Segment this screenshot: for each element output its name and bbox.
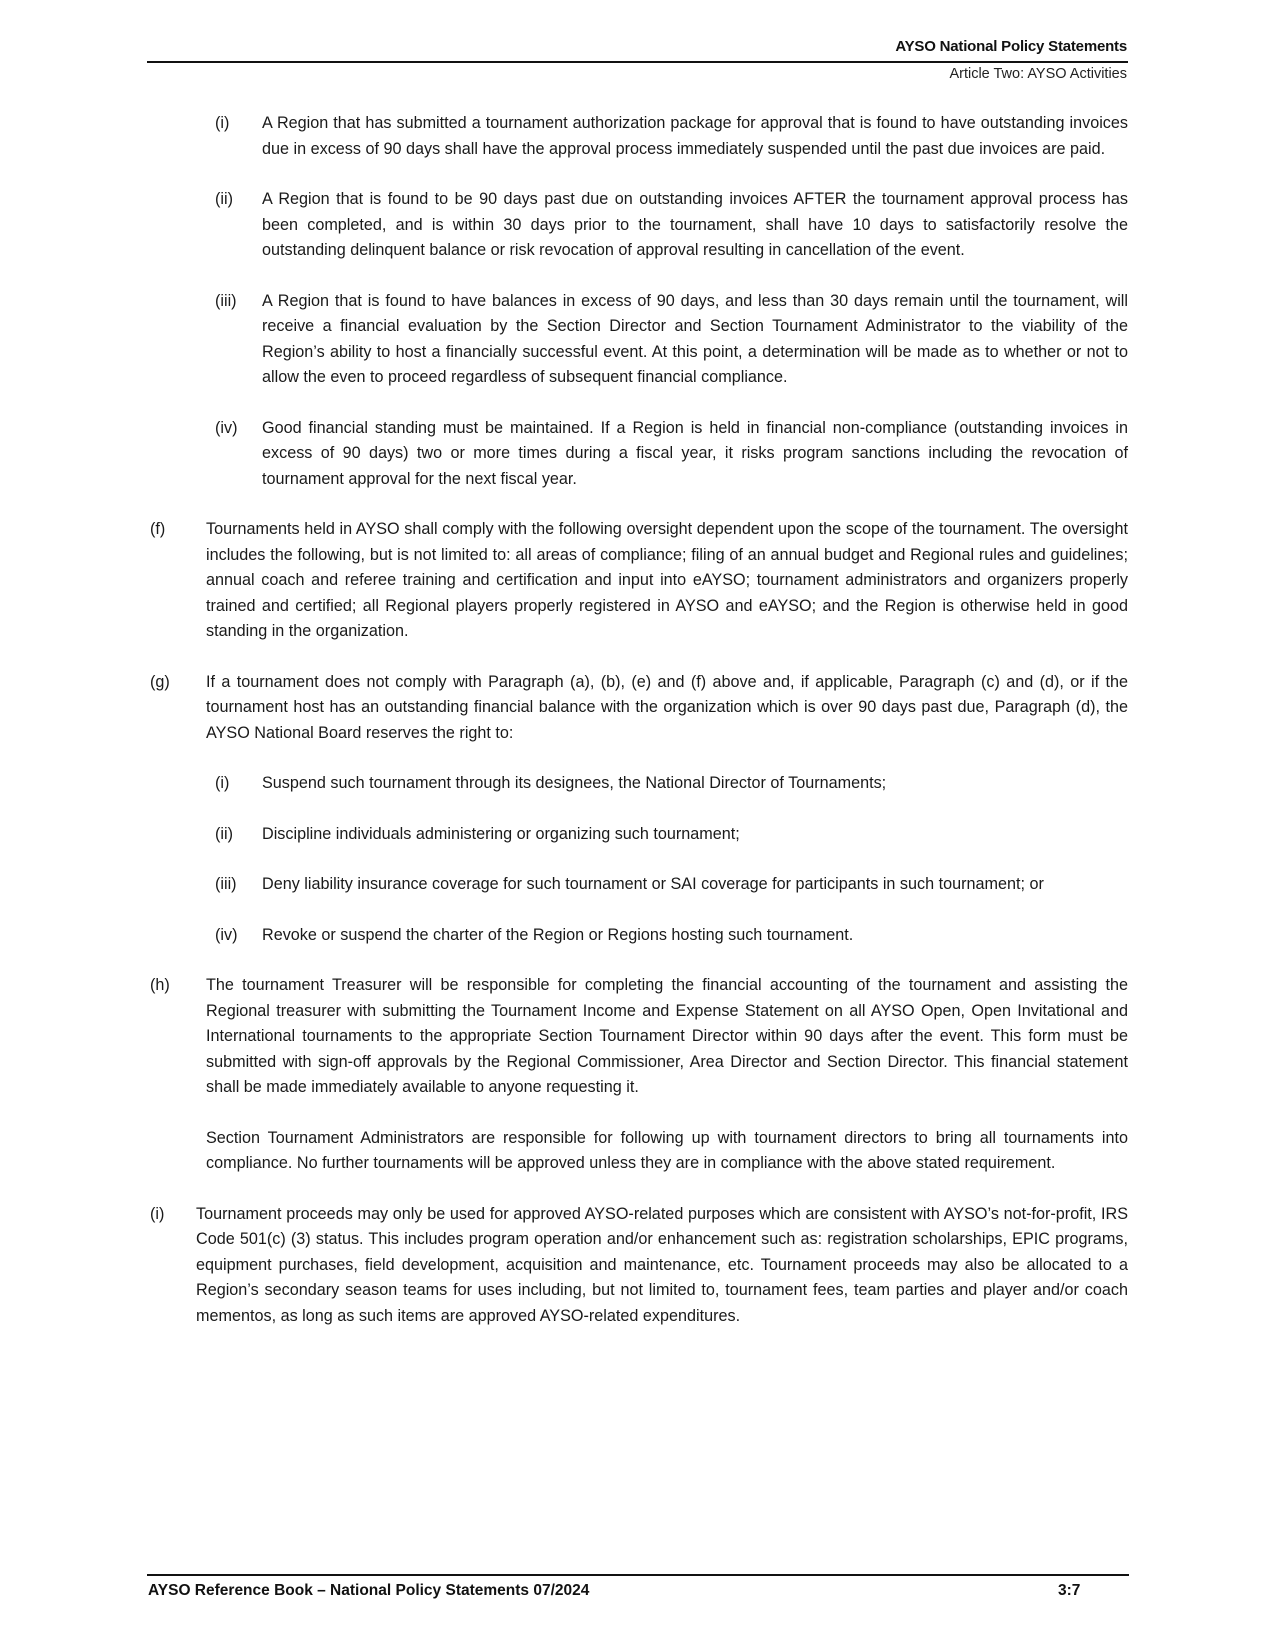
item-label: (iv) [215,418,238,437]
item-label: (iii) [215,875,237,893]
list-item-e-iv [0,416,1275,493]
footer-page-number: 3:7 [1058,1582,1081,1599]
item-label: (iii) [215,291,237,310]
paragraph-label: (h) [150,976,170,994]
header-rule [147,61,1128,63]
paragraph-i [0,1202,1275,1330]
paragraph-label: (f) [150,520,166,538]
document-body [0,111,1275,1329]
paragraph-text: Tournaments held in AYSO shall comply with the following oversight dependent upon the scope of the tournament. The oversight includes the following, but is not limited to: all areas of compliance; filing of an annual budget and Regional rules and guidelines; annual coach and referee training and certification and input into eAYSO; tournament administrators and organizers properly trained and certified; all Regional players properly registered in AYSO and eAYSO; and the Region is otherwise held in good standing in the organization. [206,520,1128,640]
paragraph-label: (i) [150,1204,165,1223]
item-text: Good financial standing must be maintained. If a Region is held in financial non-compliance (outstanding invoices in excess of 90 days) two or more times during a fiscal year, it risks program sanctions including the revocation of tournament approval for the next fiscal year. [262,418,1128,488]
paragraph-h [0,973,1275,1101]
item-label: (ii) [215,190,233,208]
list-item-e-ii [0,187,1275,264]
item-label: (ii) [215,824,233,843]
item-text: A Region that is found to be 90 days past due on outstanding invoices AFTER the tournament approval process has been completed, and is within 30 days prior to the tournament, shall have 10 days to satisfactorily resolve the outstanding delinquent balance or risk revocation of approval resulting in cancellation of the event. [262,190,1128,259]
paragraph-text: The tournament Treasurer will be responsible for completing the financial accounting of the tournament and assisting the Regional treasurer with submitting the Tournament Income and Expense Statement on all AYSO Open, Open Invitational and International tournaments to the appropriate Section Tournament Director within 90 days after the event. This form must be submitted with sign-off approvals by the Regional Commissioner, Area Director and Section Director. This financial statement shall be made immediately available to anyone requesting it. [206,976,1128,1096]
paragraph-f [0,517,1275,645]
paragraph-label: (g) [150,672,170,691]
paragraph-h-continued [0,1126,1275,1177]
list-item-e-i [0,111,1275,162]
item-label: (i) [215,114,230,132]
running-header-title: AYSO National Policy Statements [895,38,1127,55]
item-text: Suspend such tournament through its designees, the National Director of Tournaments; [262,774,887,792]
paragraph-text: Tournament proceeds may only be used for approved AYSO-related purposes which are consistent with AYSO’s not-for-profit, IRS Code 501(c) (3) status. This includes program operation and/or enhancement such as: registration scholarships, EPIC programs, equipment purchases, field development, acquisition and maintenance, etc. Tournament proceeds may also be allocated to a Region’s secondary season teams for uses including, but not limited to, tournament fees, team parties and player and/or coach mementos, as long as such items are approved AYSO-related expenditures. [196,1204,1128,1325]
item-text: A Region that is found to have balances in excess of 90 days, and less than 30 days remain until the tournament, will receive a financial evaluation by the Section Director and Section Tournament Administrator to the viability of the Region’s ability to host a financially successful event. At this point, a determination will be made as to whether or not to allow the even to proceed regardless of subsequent financial compliance. [262,291,1128,386]
item-text: Revoke or suspend the charter of the Region or Regions hosting such tournament. [262,925,854,944]
footer-document-title: AYSO Reference Book – National Policy Statements 07/2024 [148,1582,590,1599]
running-header-subtitle: Article Two: AYSO Activities [949,66,1127,82]
list-item-g-iv [0,923,1275,949]
item-label: (iv) [215,925,238,944]
paragraph-g [0,670,1275,747]
item-text: A Region that has submitted a tournament authorization package for approval that is found to have outstanding invoices due in excess of 90 days shall have the approval process immediately suspended until the past due invoices are paid. [262,114,1128,158]
paragraph-text: Section Tournament Administrators are responsible for following up with tournament directors to bring all tournaments into compliance. No further tournaments will be approved unless they are in compliance with the above stated requirement. [206,1128,1128,1172]
item-label: (i) [215,774,230,792]
item-text: Deny liability insurance coverage for such tournament or SAI coverage for participants in such tournament; or [262,875,1044,893]
list-item-g-i [0,771,1275,797]
list-item-g-ii [0,822,1275,848]
list-item-e-iii [0,289,1275,391]
footer-rule [147,1574,1129,1576]
paragraph-text: If a tournament does not comply with Paragraph (a), (b), (e) and (f) above and, if applicable, Paragraph (c) and (d), or if the tournament host has an outstanding financial balance with the organization which is over 90 days past due, Paragraph (d), the AYSO National Board reserves the right to: [206,672,1128,742]
list-item-g-iii [0,872,1275,898]
item-text: Discipline individuals administering or organizing such tournament; [262,824,740,843]
